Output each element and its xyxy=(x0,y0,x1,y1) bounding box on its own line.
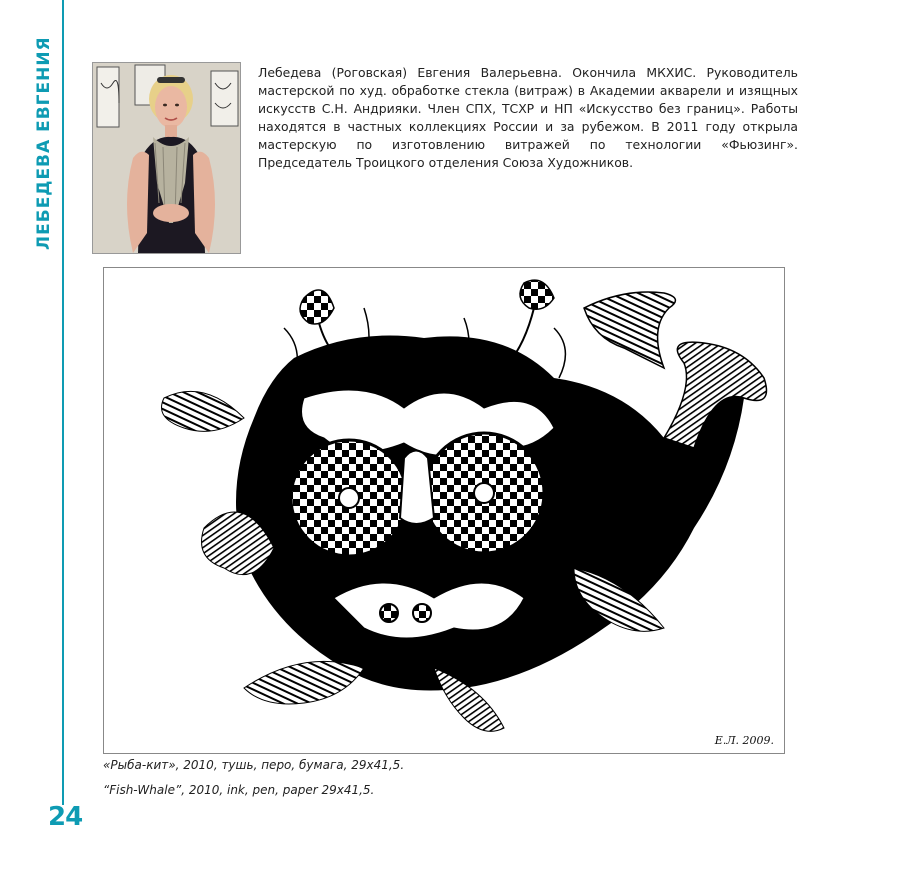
artist-signature: Е.Л. 2009. xyxy=(714,734,774,747)
spine-divider-line xyxy=(62,0,64,805)
portrait-illustration xyxy=(93,63,240,253)
artwork-fish-whale xyxy=(103,267,785,754)
author-name-vertical: ЛЕБЕДЕВА ЕВГЕНИЯ xyxy=(34,36,54,250)
caption-russian: «Рыба-кит», 2010, тушь, перо, бумага, 29х41,5. xyxy=(103,758,405,772)
ink-drawing-illustration xyxy=(104,268,784,753)
caption-english: “Fish-Whale”, 2010, ink, pen, paper 29x41,5. xyxy=(103,783,375,797)
page-number: 24 xyxy=(48,802,83,832)
artist-biography: Лебедева (Роговская) Евгения Валерьевна. Окончила МКХИС. Руководитель мастерской по худ. обработке стекла (витраж) в Академии акварели и изящных искусств С.Н. Андрияки. Член СПХ, ТСХР и НП «Искусство без границ». Работы находятся в частных коллекциях России и за рубежом. В 2011 году открыла мастерскую по изготовлению витражей по технологии «Фьюзинг». Председатель Троицкого отделения Союза Художников. xyxy=(258,65,798,170)
author-portrait-photo xyxy=(92,62,241,254)
